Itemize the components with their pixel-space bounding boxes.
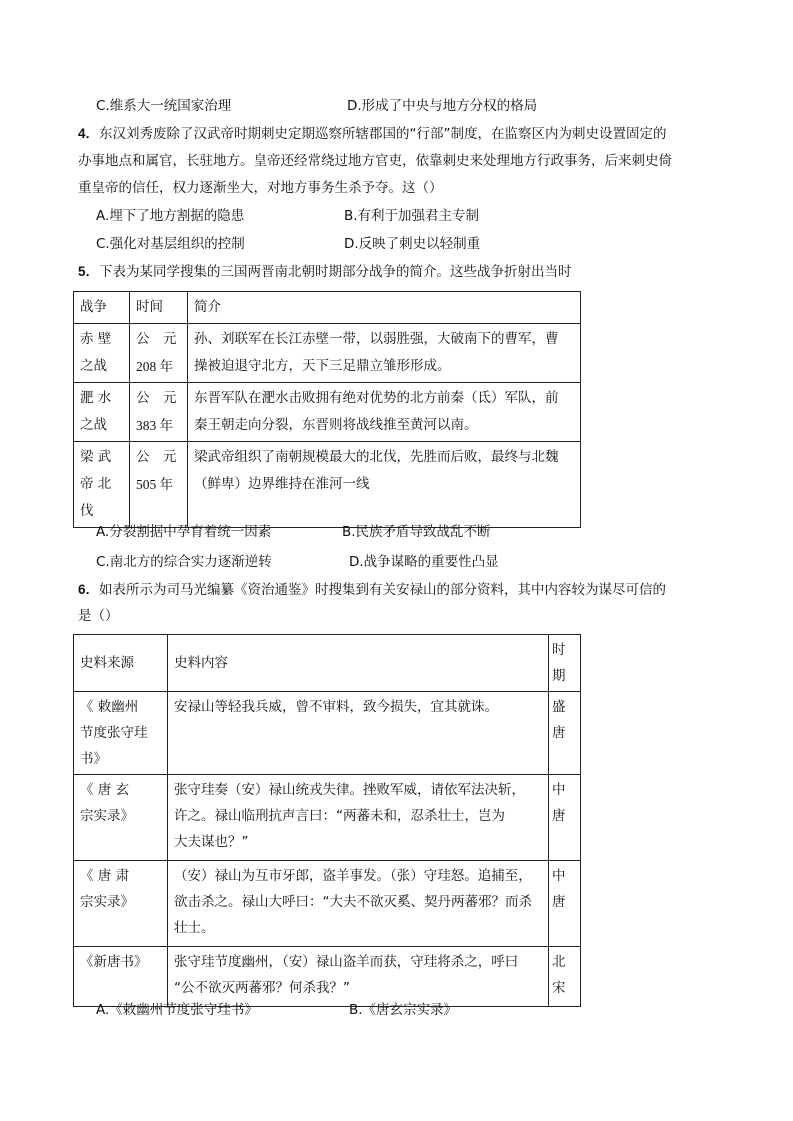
q4-stem-line-3: 重皇帝的信任，权力逐渐坐大，对地方事务生杀予夺。这（） <box>78 180 443 196</box>
q5-option-d: D.战争谋略的重要性凸显 <box>349 554 499 570</box>
cell-line: 《 唐 肃 <box>80 868 130 884</box>
q5-header-time: 时间 <box>136 299 163 315</box>
q5-time-cell <box>130 442 187 500</box>
cell-line: 公 元 <box>136 449 177 465</box>
cell-line: 《新唐书》 <box>80 954 148 970</box>
cell-line: 节度张守珪 <box>80 725 148 741</box>
q5-time-cell <box>130 383 187 441</box>
cell-line: 《 敕幽州 <box>80 699 139 715</box>
q4-option-a: A.埋下了地方割据的隐患 <box>96 208 245 224</box>
q4-stem-line-1 <box>78 124 667 144</box>
cell-line: 书》 <box>80 751 107 767</box>
q6-content-cell <box>168 775 548 857</box>
cell-line: 公 元 <box>136 390 177 406</box>
cell-line: （安）禄山为互市牙郎，盗羊事发。（张）守珪怒。追捕至， <box>174 868 532 884</box>
q5-option-b: B.民族矛盾导致战乱不断 <box>342 524 491 540</box>
q3-option-c: C.维系大一统国家治理 <box>96 98 232 114</box>
cell-line: 许之。禄山临刑抗声言曰：“两蕃未和，忍杀壮士，岂为 <box>174 808 505 824</box>
cell-line: 383 年 <box>136 418 174 433</box>
cell-line: 之战 <box>80 358 107 374</box>
cell-line: 张守珪节度幽州，（安）禄山盗羊而获，守珪将杀之，呼曰 <box>174 954 519 970</box>
q6-header-period: 时期 <box>552 642 566 684</box>
q6-source-cell <box>74 947 167 977</box>
cell-line: 大夫谋也？” <box>174 834 249 850</box>
q4-stem-text-1: 东汉刘秀废除了汉武帝时期刺史定期巡察所辖郡国的“行部”制度，在监察区内为刺史设置固定的 <box>99 126 667 142</box>
q5-option-c: C.南北方的综合实力逐渐逆转 <box>96 554 272 570</box>
q5-header-desc: 简介 <box>194 299 221 315</box>
cell-line: 之战 <box>80 417 107 433</box>
q6-stem-line-1 <box>78 580 666 600</box>
q6-table <box>73 634 581 1007</box>
cell-line: 张守珪奏（安）禄山统戎失律。挫败军威，请依军法决斩， <box>174 782 525 798</box>
q5-desc-cell <box>188 324 580 382</box>
q6-period-cell: 中唐 <box>552 868 566 910</box>
table-row <box>74 861 581 947</box>
cell-line: 伐 <box>80 503 94 519</box>
cell-line: （鲜卑）边界维持在淮河一线 <box>194 476 370 492</box>
q6-period-cell: 北宋 <box>552 954 566 996</box>
cell-line: 梁 武 <box>80 449 112 465</box>
table-row <box>74 775 581 861</box>
q6-number: 6． <box>78 582 100 597</box>
q4-number: 4． <box>78 126 100 141</box>
cell-line: 安禄山等轻我兵威，曾不审料，致今损失，宜其就诛。 <box>174 699 498 715</box>
cell-line: 操被迫退守北方，天下三足鼎立雏形形成。 <box>194 358 451 374</box>
q6-content-cell <box>168 947 548 1003</box>
cell-line: 孙、刘联军在长江赤壁一带，以弱胜强，大破南下的曹军，曹 <box>194 331 559 347</box>
q3-option-d: D.形成了中央与地方分权的格局 <box>347 98 538 114</box>
cell-line: 壮士。 <box>174 920 215 936</box>
q6-source-cell <box>74 692 167 774</box>
cell-line: 淝 水 <box>80 390 112 406</box>
cell-line: 秦王朝走向分裂，东晋则将战线推至黄河以南。 <box>194 417 478 433</box>
q6-source-cell <box>74 775 167 831</box>
cell-line: 宗实录》 <box>80 808 134 824</box>
q4-option-c: C.强化对基层组织的控制 <box>96 236 245 252</box>
table-row <box>74 442 581 528</box>
cell-line: 赤 壁 <box>80 331 112 347</box>
q6-period-cell: 中唐 <box>552 782 566 824</box>
q4-option-d: D.反映了刺史以轻制重 <box>344 236 481 252</box>
q6-period-cell: 盛唐 <box>552 699 566 741</box>
q6-stem-line-2: 是（） <box>78 608 119 624</box>
q5-option-a: A.分裂割据中孕育着统一因素 <box>96 524 272 540</box>
q6-stem-text-1: 如表所示为司马光编纂《资治通鉴》时搜集到有关安禄山的部分资料，其中内容较为谋尽可信的 <box>99 582 667 598</box>
table-row <box>74 947 581 1007</box>
q5-table-header <box>74 292 581 324</box>
cell-line: 宗实录》 <box>80 894 134 910</box>
q5-desc-cell <box>188 383 580 441</box>
q6-header-source: 史料来源 <box>80 655 134 671</box>
q4-option-b: B.有利于加强君主专制 <box>344 208 480 224</box>
table-row <box>74 383 581 442</box>
cell-line: 欲击杀之。禄山大呼曰：“大夫不欲灭奚、契丹两蕃邪？而杀 <box>174 894 532 910</box>
q5-time-cell <box>130 324 187 382</box>
cell-line: 208 年 <box>136 359 174 374</box>
q4-stem-line-2: 办事地点和属官，长驻地方。皇帝还经常绕过地方官吏，依靠刺史来处理地方行政事务，后来刺史倚 <box>78 153 672 169</box>
cell-line: 505 年 <box>136 477 174 492</box>
q5-war-cell <box>74 383 129 441</box>
q6-option-a: A.《敕幽州节度张守珪书》 <box>96 1002 258 1018</box>
q5-war-cell <box>74 324 129 382</box>
q5-stem-text: 下表为某同学搜集的三国两晋南北朝时期部分战争的简介。这些战争折射出当时 <box>99 264 572 280</box>
table-row <box>74 324 581 383</box>
q6-header-content: 史料内容 <box>174 655 228 671</box>
cell-line: 梁武帝组织了南朝规模最大的北伐，先胜而后败，最终与北魏 <box>194 449 559 465</box>
q6-source-cell <box>74 861 167 917</box>
q6-content-cell <box>168 861 548 943</box>
q6-option-b: B.《唐玄宗实录》 <box>349 1002 458 1018</box>
cell-line: 帝 北 <box>80 476 112 492</box>
q5-number: 5． <box>78 264 100 279</box>
q5-header-war: 战争 <box>80 299 107 315</box>
q5-desc-cell <box>188 442 580 500</box>
table-row <box>74 692 581 775</box>
q6-table-header <box>74 635 581 692</box>
q5-stem <box>78 262 572 282</box>
cell-line: 公 元 <box>136 331 177 347</box>
q5-war-cell <box>74 442 129 527</box>
q5-table <box>73 291 581 528</box>
cell-line: 《 唐 玄 <box>80 782 130 798</box>
cell-line: “公不欲灭两蕃邪？何杀我？” <box>174 980 350 996</box>
cell-line: 东晋军队在淝水击败拥有绝对优势的北方前秦（氐）军队，前 <box>194 390 559 406</box>
q6-content-cell <box>168 692 548 722</box>
